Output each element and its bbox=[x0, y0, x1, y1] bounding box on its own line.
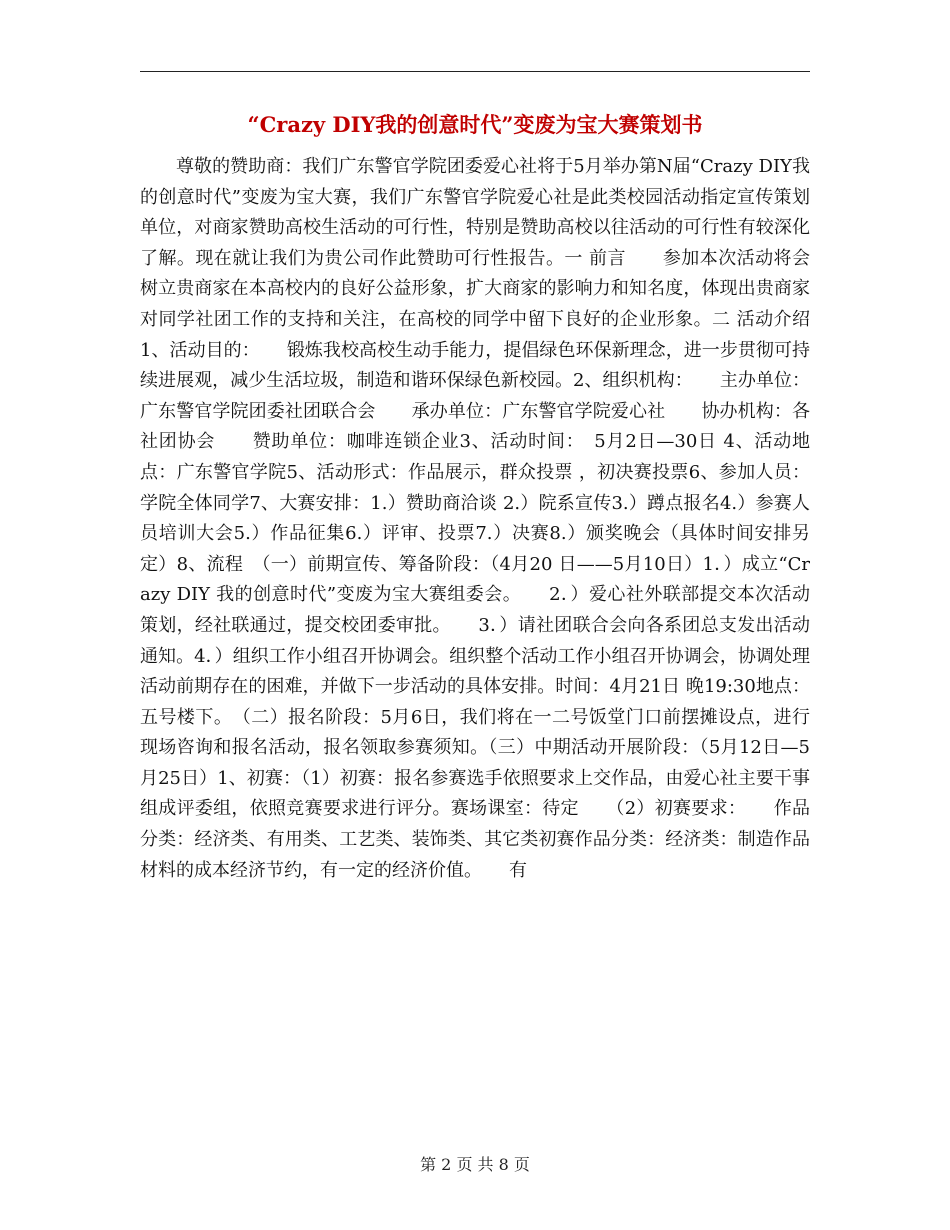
document-body: 尊敬的赞助商：我们广东警官学院团委爱心社将于5月举办第N届“Crazy DIY我的创意时代”变废为宝大赛，我们广东警官学院爱心社是此类校园活动指定宣传策划单位，对商家赞助高校生活动的可行性，特别是赞助高校以往活动的可行性有较深化了解。现在就让我们为贵公司作此赞助可行性报告。一 前言 参加本次活动将会树立贵商家在本高校内的良好公益形象，扩大商家的影响力和知名度，体现出贵商家对同学社团工作的支持和关注，在高校的同学中留下良好的企业形象。二 活动介绍1、活动目的： 锻炼我校高校生动手能力，提倡绿色环保新理念，进一步贯彻可持续进展观，减少生活垃圾，制造和谐环保绿色新校园。2、组织机构： 主办单位：广东警官学院团委社团联合会 承办单位：广东警官学院爱心社 协办机构：各社团协会 赞助单位：咖啡连锁企业3、活动时间： 5月2日—30日 4、活动地点：广东警官学院5、活动形式：作品展示，群众投票 ，初决赛投票6、参加人员：学院全体同学7、大赛安排：1.）赞助商洽谈 2.）院系宣传3.）蹲点报名4.）参赛人员培训大会5.）作品征集6.）评审、投票7.）决赛8.）颁奖晚会（具体时间安排另定）8、流程 （一）前期宣传、筹备阶段：（4月20 日——5月10日）1．）成立“Crazy DIY 我的创意时代”变废为宝大赛组委会。 2．）爱心社外联部提交本次活动策划，经社联通过，提交校团委审批。 3．）请社团联合会向各系团总支发出活动通知。4．）组织工作小组召开协调会。组织整个活动工作小组召开协调会，协调处理活动前期存在的困难，并做下一步活动的具体安排。时间：4月21日 晚19:30地点：五号楼下。 （二）报名阶段：5月6日，我们将在一二号饭堂门口前摆摊设点，进行现场咨询和报名活动，报名领取参赛须知。（三）中期活动开展阶段：（5月12日—5月25日）1、初赛：（1）初赛：报名参赛选手依照要求上交作品，由爱心社主要干事组成评委组，依照竞赛要求进行评分。赛场课室：待定 （2）初赛要求： 作品分类：经济类、有用类、工艺类、装饰类、其它类初赛作品分类：经济类：制造作品材料的成本经济节约，有一定的经济价值。 有 bbox=[140, 156, 810, 881]
document-title: “Crazy DIY我的创意时代”变废为宝大赛策划书 bbox=[247, 112, 703, 137]
page-number: 第 2 页 共 8 页 bbox=[420, 1155, 530, 1174]
header-rule bbox=[140, 71, 810, 72]
